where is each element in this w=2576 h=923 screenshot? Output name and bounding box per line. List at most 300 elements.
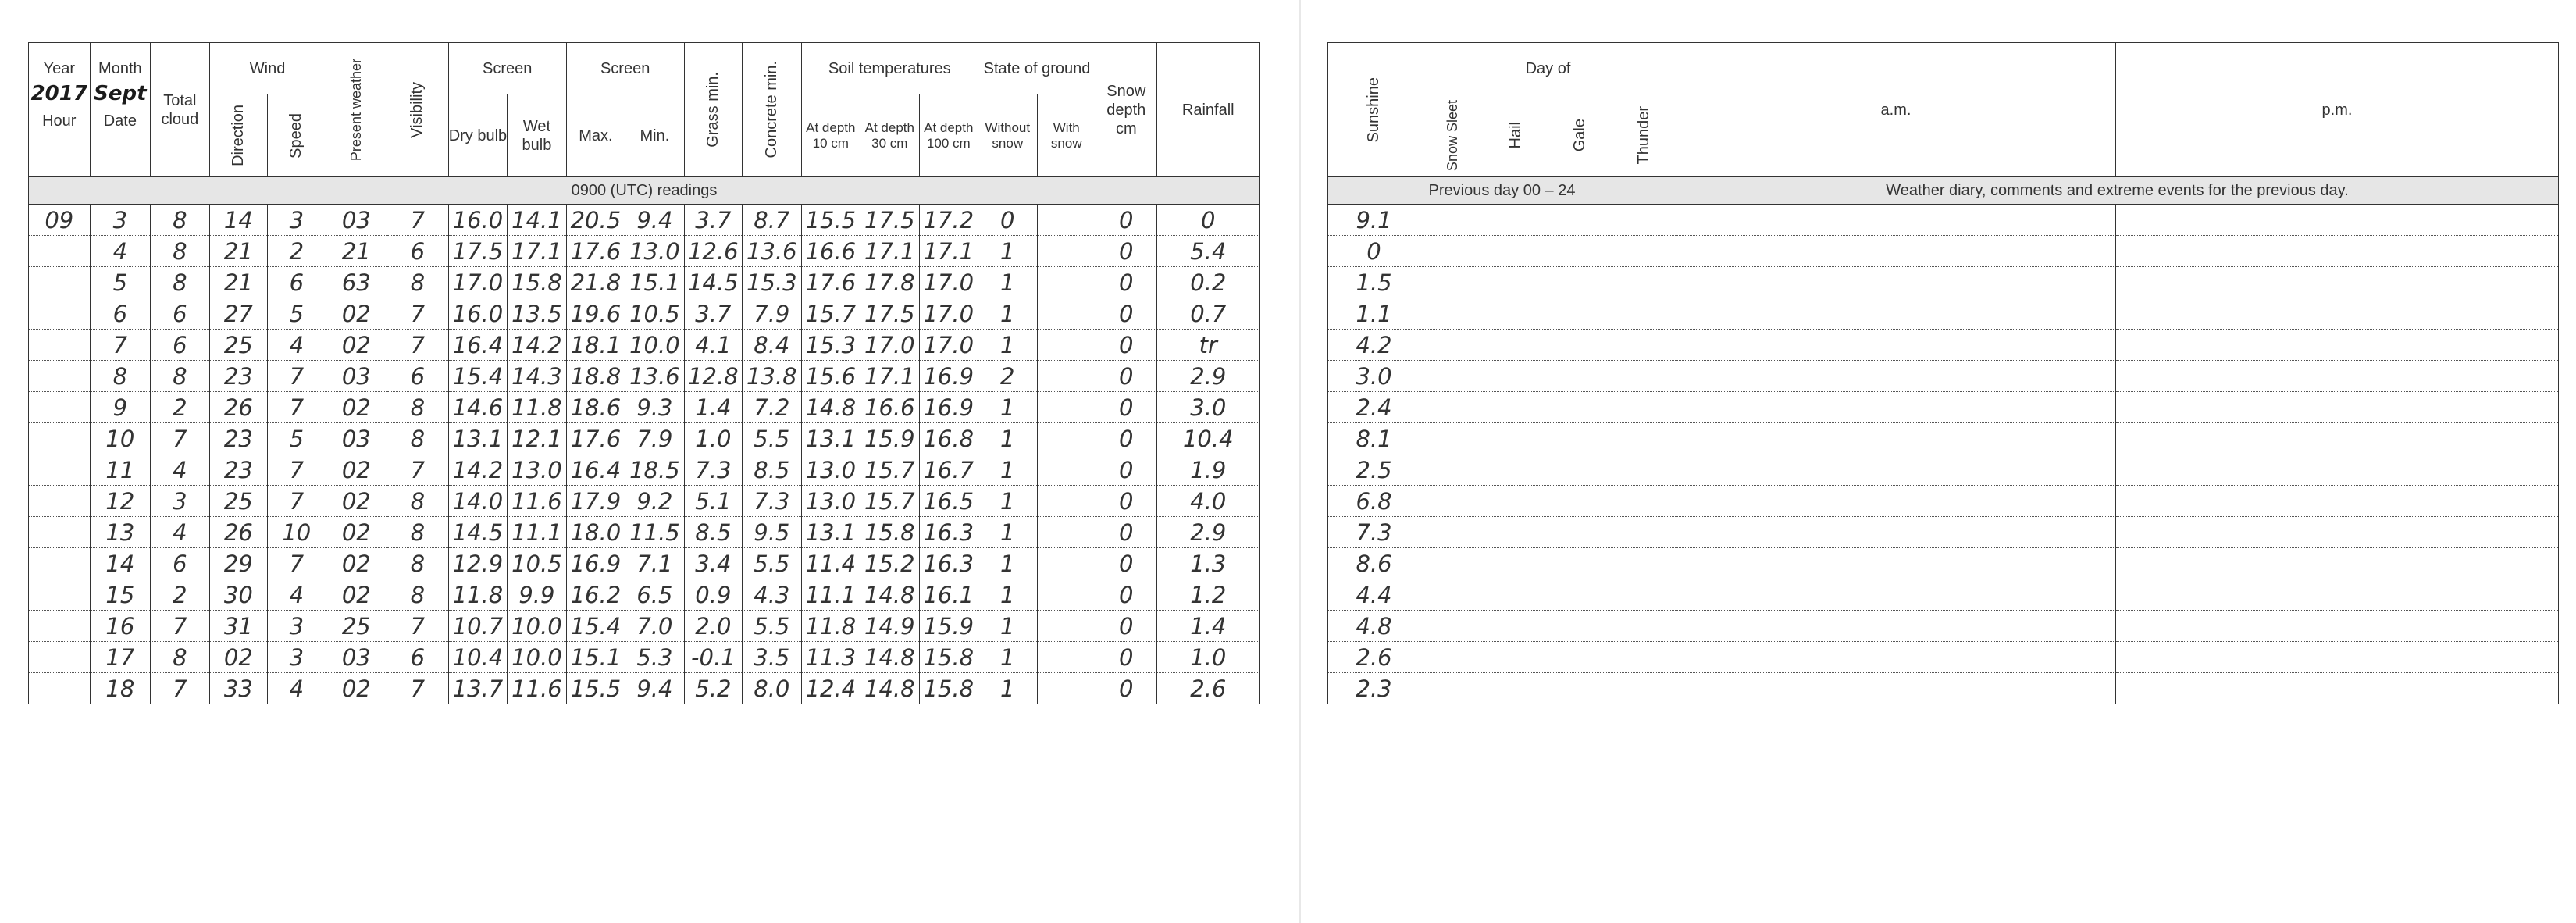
cell-thunder — [1612, 579, 1676, 611]
table-row — [29, 236, 1260, 267]
cell-without: 1 — [978, 486, 1037, 517]
cell-hail — [1484, 486, 1548, 517]
cell-max: 18.1 — [566, 330, 625, 361]
cell-snow-sleet — [1420, 267, 1484, 298]
table-row — [29, 642, 1260, 673]
cell-weather: 03 — [326, 423, 387, 454]
cell-without: 0 — [978, 205, 1037, 236]
cell-snow: 0 — [1096, 611, 1157, 642]
cell-without: 1 — [978, 611, 1037, 642]
cell-vis: 7 — [387, 330, 449, 361]
cell-snow: 0 — [1096, 330, 1157, 361]
cell-s30: 15.8 — [860, 517, 919, 548]
cell-rain: 2.6 — [1156, 673, 1259, 704]
cell-wet: 11.6 — [508, 486, 566, 517]
cell-without: 2 — [978, 361, 1037, 392]
direction-header: Direction — [209, 94, 267, 177]
hail-header: Hail — [1484, 94, 1548, 177]
cell-hail — [1484, 579, 1548, 611]
cell-s10: 15.5 — [801, 205, 860, 236]
cell-rain: 2.9 — [1156, 517, 1259, 548]
cell-rain: 10.4 — [1156, 423, 1259, 454]
cell-with — [1037, 486, 1096, 517]
cell-sunshine: 8.6 — [1328, 548, 1420, 579]
cell-grass: 14.5 — [684, 267, 742, 298]
cell-cloud: 8 — [151, 361, 209, 392]
wind-header: Wind — [209, 43, 326, 94]
cell-s30: 15.9 — [860, 423, 919, 454]
cell-dry: 10.7 — [448, 611, 507, 642]
cell-s30: 15.2 — [860, 548, 919, 579]
cell-with — [1037, 423, 1096, 454]
cell-wet: 15.8 — [508, 267, 566, 298]
month-date-cell — [90, 81, 151, 177]
cell-min: 13.6 — [625, 361, 684, 392]
cell-dir: 21 — [209, 267, 267, 298]
with-snow-header: With snow — [1037, 94, 1096, 177]
cell-am — [1676, 392, 2116, 423]
cell-weather: 02 — [326, 298, 387, 330]
cell-sunshine: 1.5 — [1328, 267, 1420, 298]
cell-grass: 7.3 — [684, 454, 742, 486]
table-row — [1328, 611, 2559, 642]
cell-am — [1676, 486, 2116, 517]
cell-s30: 17.0 — [860, 330, 919, 361]
cell-dry: 14.0 — [448, 486, 507, 517]
cell-date: 7 — [90, 330, 151, 361]
cell-dry: 10.4 — [448, 642, 507, 673]
cell-date: 16 — [90, 611, 151, 642]
cell-concrete: 15.3 — [743, 267, 801, 298]
thunder-header: Thunder — [1612, 94, 1676, 177]
cell-thunder — [1612, 517, 1676, 548]
cell-s30: 17.8 — [860, 267, 919, 298]
year-header: Year — [29, 43, 91, 94]
cell-concrete: 4.3 — [743, 579, 801, 611]
table-row — [29, 205, 1260, 236]
cell-max: 15.4 — [566, 611, 625, 642]
cell-thunder — [1612, 423, 1676, 454]
cell-wet: 10.0 — [508, 642, 566, 673]
cell-s100: 17.0 — [919, 267, 978, 298]
cell-pm — [2116, 486, 2559, 517]
cell-with — [1037, 673, 1096, 704]
cell-thunder — [1612, 673, 1676, 704]
cell-sunshine: 4.2 — [1328, 330, 1420, 361]
cell-snow: 0 — [1096, 673, 1157, 704]
cell-without: 1 — [978, 579, 1037, 611]
cell-snow-sleet — [1420, 392, 1484, 423]
cell-hail — [1484, 454, 1548, 486]
cell-dry: 15.4 — [448, 361, 507, 392]
cell-snow-sleet — [1420, 361, 1484, 392]
cell-date: 8 — [90, 361, 151, 392]
day-of-header: Day of — [1420, 43, 1676, 94]
cell-max: 17.6 — [566, 236, 625, 267]
cell-cloud: 8 — [151, 267, 209, 298]
cell-s10: 13.0 — [801, 454, 860, 486]
cell-s30: 17.1 — [860, 236, 919, 267]
cell-with — [1037, 579, 1096, 611]
table-row — [1328, 548, 2559, 579]
cell-s10: 15.3 — [801, 330, 860, 361]
table-row — [1328, 579, 2559, 611]
cell-max: 18.6 — [566, 392, 625, 423]
cell-dir: 23 — [209, 423, 267, 454]
cell-date: 4 — [90, 236, 151, 267]
cell-s100: 15.9 — [919, 611, 978, 642]
cell-rain: 1.9 — [1156, 454, 1259, 486]
speed-header: Speed — [268, 94, 326, 177]
table-row — [1328, 330, 2559, 361]
cell-dry: 16.0 — [448, 298, 507, 330]
cell-dir: 25 — [209, 330, 267, 361]
cell-speed: 10 — [268, 517, 326, 548]
cell-gale — [1548, 642, 1612, 673]
cell-hail — [1484, 205, 1548, 236]
cell-hail — [1484, 298, 1548, 330]
soil-10-header: At depth 10 cm — [801, 94, 860, 177]
cell-gale — [1548, 423, 1612, 454]
total-cloud-header: Total cloud — [151, 43, 209, 177]
cell-s100: 16.3 — [919, 548, 978, 579]
cell-hail — [1484, 361, 1548, 392]
cell-max: 17.6 — [566, 423, 625, 454]
cell-dir: 33 — [209, 673, 267, 704]
cell-wet: 14.1 — [508, 205, 566, 236]
cell-vis: 6 — [387, 642, 449, 673]
cell-pm — [2116, 267, 2559, 298]
page-gutter — [1299, 0, 1301, 923]
concrete-min-header: Concrete min. — [743, 43, 801, 177]
cell-s30: 14.8 — [860, 642, 919, 673]
cell-am — [1676, 205, 2116, 236]
cell-vis: 8 — [387, 267, 449, 298]
cell-concrete: 8.0 — [743, 673, 801, 704]
wet-bulb-header: Wet bulb — [508, 94, 566, 177]
cell-rain: 0.7 — [1156, 298, 1259, 330]
cell-pm — [2116, 236, 2559, 267]
cell-cloud: 7 — [151, 423, 209, 454]
cell-dir: 23 — [209, 361, 267, 392]
cell-gale — [1548, 548, 1612, 579]
cell-wet: 13.0 — [508, 454, 566, 486]
cell-hail — [1484, 423, 1548, 454]
cell-with — [1037, 267, 1096, 298]
cell-cloud: 6 — [151, 298, 209, 330]
cell-weather: 03 — [326, 361, 387, 392]
cell-s10: 15.6 — [801, 361, 860, 392]
table-row — [29, 392, 1260, 423]
table-row — [29, 330, 1260, 361]
cell-snow: 0 — [1096, 267, 1157, 298]
cell-am — [1676, 611, 2116, 642]
cell-dir: 29 — [209, 548, 267, 579]
cell-concrete: 8.4 — [743, 330, 801, 361]
cell-speed: 7 — [268, 548, 326, 579]
cell-dir: 21 — [209, 236, 267, 267]
cell-pm — [2116, 611, 2559, 642]
cell-hour — [29, 486, 91, 517]
cell-sunshine: 4.8 — [1328, 611, 1420, 642]
cell-cloud: 2 — [151, 392, 209, 423]
cell-wet: 10.0 — [508, 611, 566, 642]
cell-speed: 7 — [268, 486, 326, 517]
cell-rain: 1.3 — [1156, 548, 1259, 579]
cell-s30: 17.5 — [860, 298, 919, 330]
cell-hail — [1484, 642, 1548, 673]
cell-snow-sleet — [1420, 579, 1484, 611]
cell-dir: 27 — [209, 298, 267, 330]
cell-with — [1037, 361, 1096, 392]
cell-date: 13 — [90, 517, 151, 548]
cell-without: 1 — [978, 236, 1037, 267]
cell-sunshine: 8.1 — [1328, 423, 1420, 454]
cell-wet: 14.3 — [508, 361, 566, 392]
cell-snow-sleet — [1420, 642, 1484, 673]
max-header: Max. — [566, 94, 625, 177]
cell-sunshine: 7.3 — [1328, 517, 1420, 548]
cell-snow: 0 — [1096, 205, 1157, 236]
cell-dry: 14.5 — [448, 517, 507, 548]
cell-grass: 5.1 — [684, 486, 742, 517]
table-row — [1328, 267, 2559, 298]
cell-speed: 3 — [268, 611, 326, 642]
cell-hour — [29, 361, 91, 392]
cell-pm — [2116, 423, 2559, 454]
pm-header: p.m. — [2116, 43, 2559, 177]
cell-s30: 16.6 — [860, 392, 919, 423]
cell-gale — [1548, 298, 1612, 330]
cell-s10: 11.1 — [801, 579, 860, 611]
cell-wet: 14.2 — [508, 330, 566, 361]
cell-sunshine: 1.1 — [1328, 298, 1420, 330]
cell-pm — [2116, 548, 2559, 579]
cell-snow: 0 — [1096, 361, 1157, 392]
cell-am — [1676, 517, 2116, 548]
cell-hail — [1484, 548, 1548, 579]
cell-gale — [1548, 392, 1612, 423]
cell-hour — [29, 611, 91, 642]
cell-cloud: 7 — [151, 611, 209, 642]
cell-s10: 14.8 — [801, 392, 860, 423]
cell-vis: 7 — [387, 673, 449, 704]
cell-max: 18.8 — [566, 361, 625, 392]
cell-pm — [2116, 642, 2559, 673]
cell-concrete: 7.3 — [743, 486, 801, 517]
cell-gale — [1548, 517, 1612, 548]
cell-s10: 13.0 — [801, 486, 860, 517]
cell-min: 9.3 — [625, 392, 684, 423]
cell-grass: 0.9 — [684, 579, 742, 611]
cell-vis: 6 — [387, 236, 449, 267]
cell-gale — [1548, 236, 1612, 267]
table-row — [1328, 423, 2559, 454]
cell-s30: 14.9 — [860, 611, 919, 642]
cell-weather: 02 — [326, 392, 387, 423]
cell-wet: 13.5 — [508, 298, 566, 330]
cell-am — [1676, 548, 2116, 579]
cell-with — [1037, 236, 1096, 267]
cell-dry: 13.1 — [448, 423, 507, 454]
cell-max: 17.9 — [566, 486, 625, 517]
cell-s100: 16.7 — [919, 454, 978, 486]
snow-sleet-header: Snow Sleet — [1420, 94, 1484, 177]
cell-wet: 11.8 — [508, 392, 566, 423]
cell-cloud: 6 — [151, 548, 209, 579]
cell-thunder — [1612, 642, 1676, 673]
cell-grass: 1.0 — [684, 423, 742, 454]
min-header: Min. — [625, 94, 684, 177]
cell-dir: 30 — [209, 579, 267, 611]
cell-gale — [1548, 611, 1612, 642]
state-of-ground-header: State of ground — [978, 43, 1096, 94]
cell-cloud: 8 — [151, 236, 209, 267]
screen-header-1: Screen — [448, 43, 566, 94]
cell-max: 18.0 — [566, 517, 625, 548]
table-row — [29, 423, 1260, 454]
cell-snow-sleet — [1420, 611, 1484, 642]
cell-max: 16.4 — [566, 454, 625, 486]
readings-table — [28, 42, 1260, 704]
cell-thunder — [1612, 205, 1676, 236]
cell-s100: 17.2 — [919, 205, 978, 236]
cell-max: 15.5 — [566, 673, 625, 704]
cell-snow-sleet — [1420, 236, 1484, 267]
cell-weather: 02 — [326, 548, 387, 579]
cell-weather: 02 — [326, 486, 387, 517]
cell-thunder — [1612, 298, 1676, 330]
cell-sunshine: 9.1 — [1328, 205, 1420, 236]
cell-snow-sleet — [1420, 298, 1484, 330]
gale-header: Gale — [1548, 94, 1612, 177]
cell-s10: 13.1 — [801, 517, 860, 548]
cell-dry: 11.8 — [448, 579, 507, 611]
cell-weather: 21 — [326, 236, 387, 267]
cell-cloud: 6 — [151, 330, 209, 361]
cell-snow: 0 — [1096, 454, 1157, 486]
cell-am — [1676, 330, 2116, 361]
cell-min: 7.9 — [625, 423, 684, 454]
cell-with — [1037, 548, 1096, 579]
cell-grass: -0.1 — [684, 642, 742, 673]
cell-gale — [1548, 267, 1612, 298]
cell-snow-sleet — [1420, 454, 1484, 486]
cell-speed: 4 — [268, 579, 326, 611]
cell-rain: 5.4 — [1156, 236, 1259, 267]
table-row — [1328, 392, 2559, 423]
cell-without: 1 — [978, 330, 1037, 361]
cell-dir: 25 — [209, 486, 267, 517]
cell-rain: 1.0 — [1156, 642, 1259, 673]
table-row — [29, 611, 1260, 642]
cell-am — [1676, 423, 2116, 454]
cell-date: 14 — [90, 548, 151, 579]
cell-cloud: 4 — [151, 517, 209, 548]
cell-s10: 11.3 — [801, 642, 860, 673]
cell-concrete: 9.5 — [743, 517, 801, 548]
cell-sunshine: 2.3 — [1328, 673, 1420, 704]
cell-weather: 25 — [326, 611, 387, 642]
cell-snow: 0 — [1096, 486, 1157, 517]
cell-hour — [29, 642, 91, 673]
cell-snow: 0 — [1096, 517, 1157, 548]
cell-hail — [1484, 611, 1548, 642]
cell-with — [1037, 454, 1096, 486]
cell-cloud: 4 — [151, 454, 209, 486]
cell-snow-sleet — [1420, 423, 1484, 454]
cell-thunder — [1612, 548, 1676, 579]
cell-s100: 16.3 — [919, 517, 978, 548]
cell-hail — [1484, 392, 1548, 423]
cell-speed: 2 — [268, 236, 326, 267]
cell-s100: 15.8 — [919, 673, 978, 704]
cell-am — [1676, 673, 2116, 704]
cell-gale — [1548, 205, 1612, 236]
cell-pm — [2116, 361, 2559, 392]
cell-thunder — [1612, 267, 1676, 298]
table-row — [1328, 642, 2559, 673]
cell-am — [1676, 579, 2116, 611]
cell-hail — [1484, 267, 1548, 298]
table-row — [1328, 673, 2559, 704]
cell-pm — [2116, 330, 2559, 361]
snow-depth-header: Snow depth cm — [1096, 43, 1157, 177]
cell-hour — [29, 517, 91, 548]
table-row — [1328, 298, 2559, 330]
cell-thunder — [1612, 611, 1676, 642]
cell-grass: 5.2 — [684, 673, 742, 704]
cell-s30: 15.7 — [860, 454, 919, 486]
cell-hail — [1484, 330, 1548, 361]
cell-date: 17 — [90, 642, 151, 673]
cell-s10: 15.7 — [801, 298, 860, 330]
cell-wet: 17.1 — [508, 236, 566, 267]
cell-with — [1037, 205, 1096, 236]
cell-snow: 0 — [1096, 423, 1157, 454]
cell-hour — [29, 330, 91, 361]
am-header: a.m. — [1676, 43, 2116, 177]
cell-pm — [2116, 298, 2559, 330]
cell-snow-sleet — [1420, 673, 1484, 704]
cell-s100: 17.0 — [919, 298, 978, 330]
cell-min: 10.0 — [625, 330, 684, 361]
cell-without: 1 — [978, 642, 1037, 673]
cell-with — [1037, 517, 1096, 548]
cell-s30: 17.1 — [860, 361, 919, 392]
cell-sunshine: 6.8 — [1328, 486, 1420, 517]
cell-sunshine: 2.4 — [1328, 392, 1420, 423]
cell-without: 1 — [978, 267, 1037, 298]
cell-weather: 03 — [326, 642, 387, 673]
dry-bulb-header: Dry bulb — [448, 94, 507, 177]
cell-hour — [29, 392, 91, 423]
cell-am — [1676, 454, 2116, 486]
cell-weather: 63 — [326, 267, 387, 298]
cell-cloud: 8 — [151, 642, 209, 673]
cell-max: 20.5 — [566, 205, 625, 236]
cell-without: 1 — [978, 423, 1037, 454]
diary-table — [1327, 42, 2559, 704]
cell-without: 1 — [978, 454, 1037, 486]
table-row — [29, 579, 1260, 611]
soil-30-header: At depth 30 cm — [860, 94, 919, 177]
cell-date: 9 — [90, 392, 151, 423]
cell-hour — [29, 267, 91, 298]
cell-vis: 8 — [387, 548, 449, 579]
cell-without: 1 — [978, 548, 1037, 579]
cell-max: 21.8 — [566, 267, 625, 298]
